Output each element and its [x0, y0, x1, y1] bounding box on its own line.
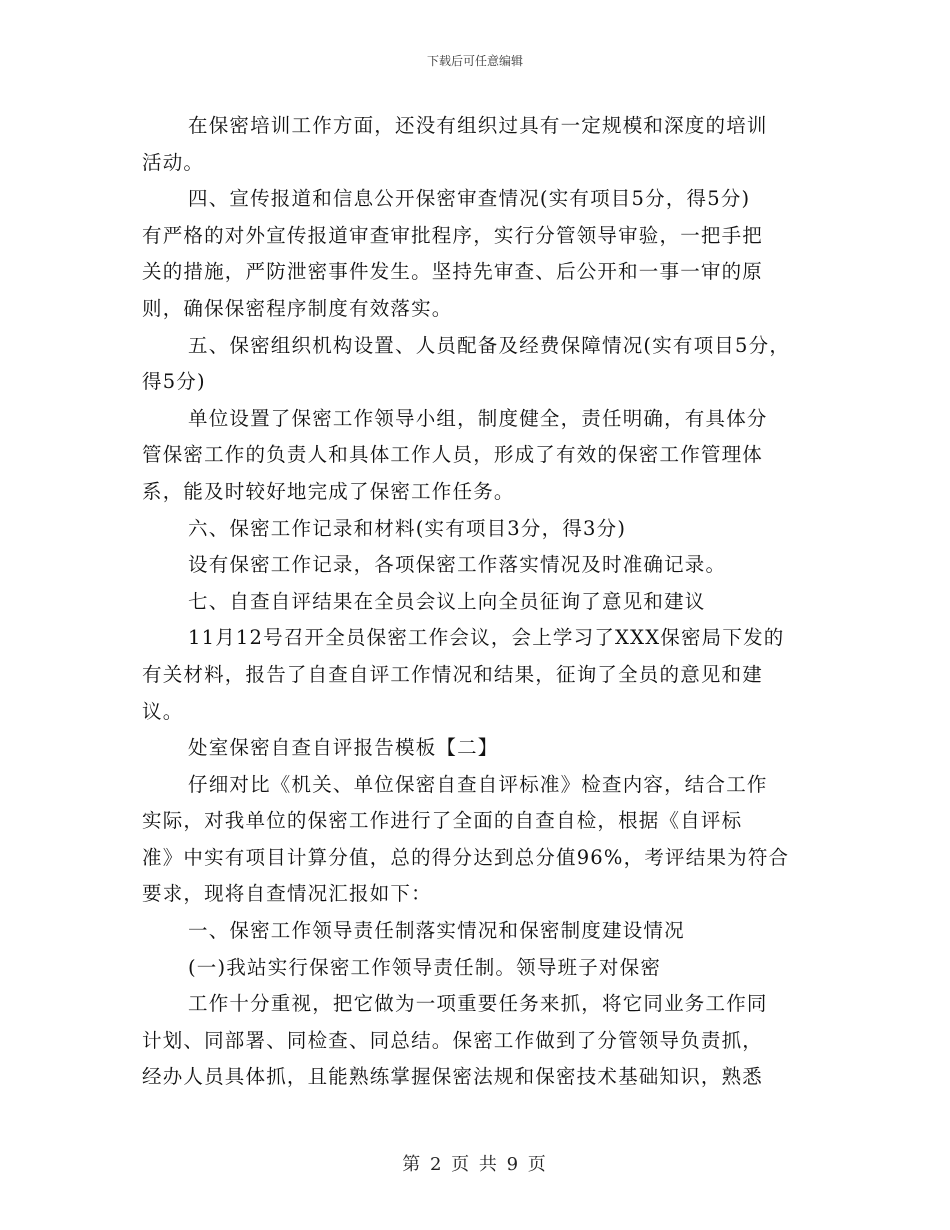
- text-line: 五、保密组织机构设置、人员配备及经费保障情况(实有项目5分，: [188, 333, 791, 357]
- page-number: 第 2 页 共 9 页: [402, 1154, 548, 1175]
- text-line: 一、保密工作领导责任制落实情况和保密制度建设情况: [188, 919, 685, 943]
- text-line: 六、保密工作记录和材料(实有项目3分，得3分): [188, 516, 627, 540]
- text-line: 则，确保保密程序制度有效落实。: [142, 296, 453, 320]
- text-line: 要求，现将自查情况汇报如下：: [142, 882, 432, 906]
- text-line: 在保密培训工作方面，还没有组织过具有一定规模和深度的培训: [188, 114, 768, 137]
- text-line: 系，能及时较好地完成了保密工作任务。: [142, 479, 515, 503]
- text-line: 得5分): [142, 370, 206, 394]
- download-note: 下载后可任意编辑: [426, 54, 523, 68]
- text-line: 工作十分重视，把它做为一项重要任务来抓，将它同业务工作同: [188, 992, 768, 1016]
- text-line: 准》中实有项目计算分值，总的得分达到总分值96%，考评结果为符合: [142, 845, 790, 869]
- text-line: 处室保密自查自评报告模板【二】: [188, 736, 499, 760]
- text-line: 七、自查自评结果在全员会议上向全员征询了意见和建议: [188, 589, 706, 613]
- text-line: 管保密工作的负责人和具体工作人员，形成了有效的保密工作管理体: [142, 443, 764, 467]
- text-line: 设有保密工作记录，各项保密工作落实情况及时准确记录。: [188, 553, 727, 577]
- text-line: 经办人员具体抓，且能熟练掌握保密法规和保密技术基础知识，熟悉: [142, 1065, 764, 1089]
- text-line: 关的措施，严防泄密事件发生。坚持先审查、后公开和一事一审的原: [142, 260, 764, 284]
- text-line: 四、宣传报道和信息公开保密审查情况(实有项目5分，得5分): [188, 187, 751, 211]
- text-line: 活动。: [142, 150, 205, 174]
- text-line: 计划、同部署、同检查、同总结。保密工作做到了分管领导负责抓，: [142, 1028, 764, 1052]
- text-line: 有严格的对外宣传报道审查审批程序，实行分管领导审验，一把手把: [142, 223, 764, 247]
- text-line: 单位设置了保密工作领导小组，制度健全，责任明确，有具体分: [188, 406, 768, 430]
- text-line: 11月12号召开全员保密工作会议，会上学习了XXX保密局下发的: [188, 626, 785, 650]
- text-line: 仔细对比《机关、单位保密自查自评标准》检查内容，结合工作: [188, 772, 768, 796]
- text-line: 实际，对我单位的保密工作进行了全面的自查自检，根据《自评标: [142, 809, 743, 833]
- text-line: 议。: [142, 699, 184, 723]
- text-line: (一)我站实行保密工作领导责任制。领导班子对保密: [188, 955, 662, 979]
- document-body: [142, 108, 822, 1096]
- text-line: 有关材料，报告了自查自评工作情况和结果，征询了全员的意见和建: [142, 662, 764, 686]
